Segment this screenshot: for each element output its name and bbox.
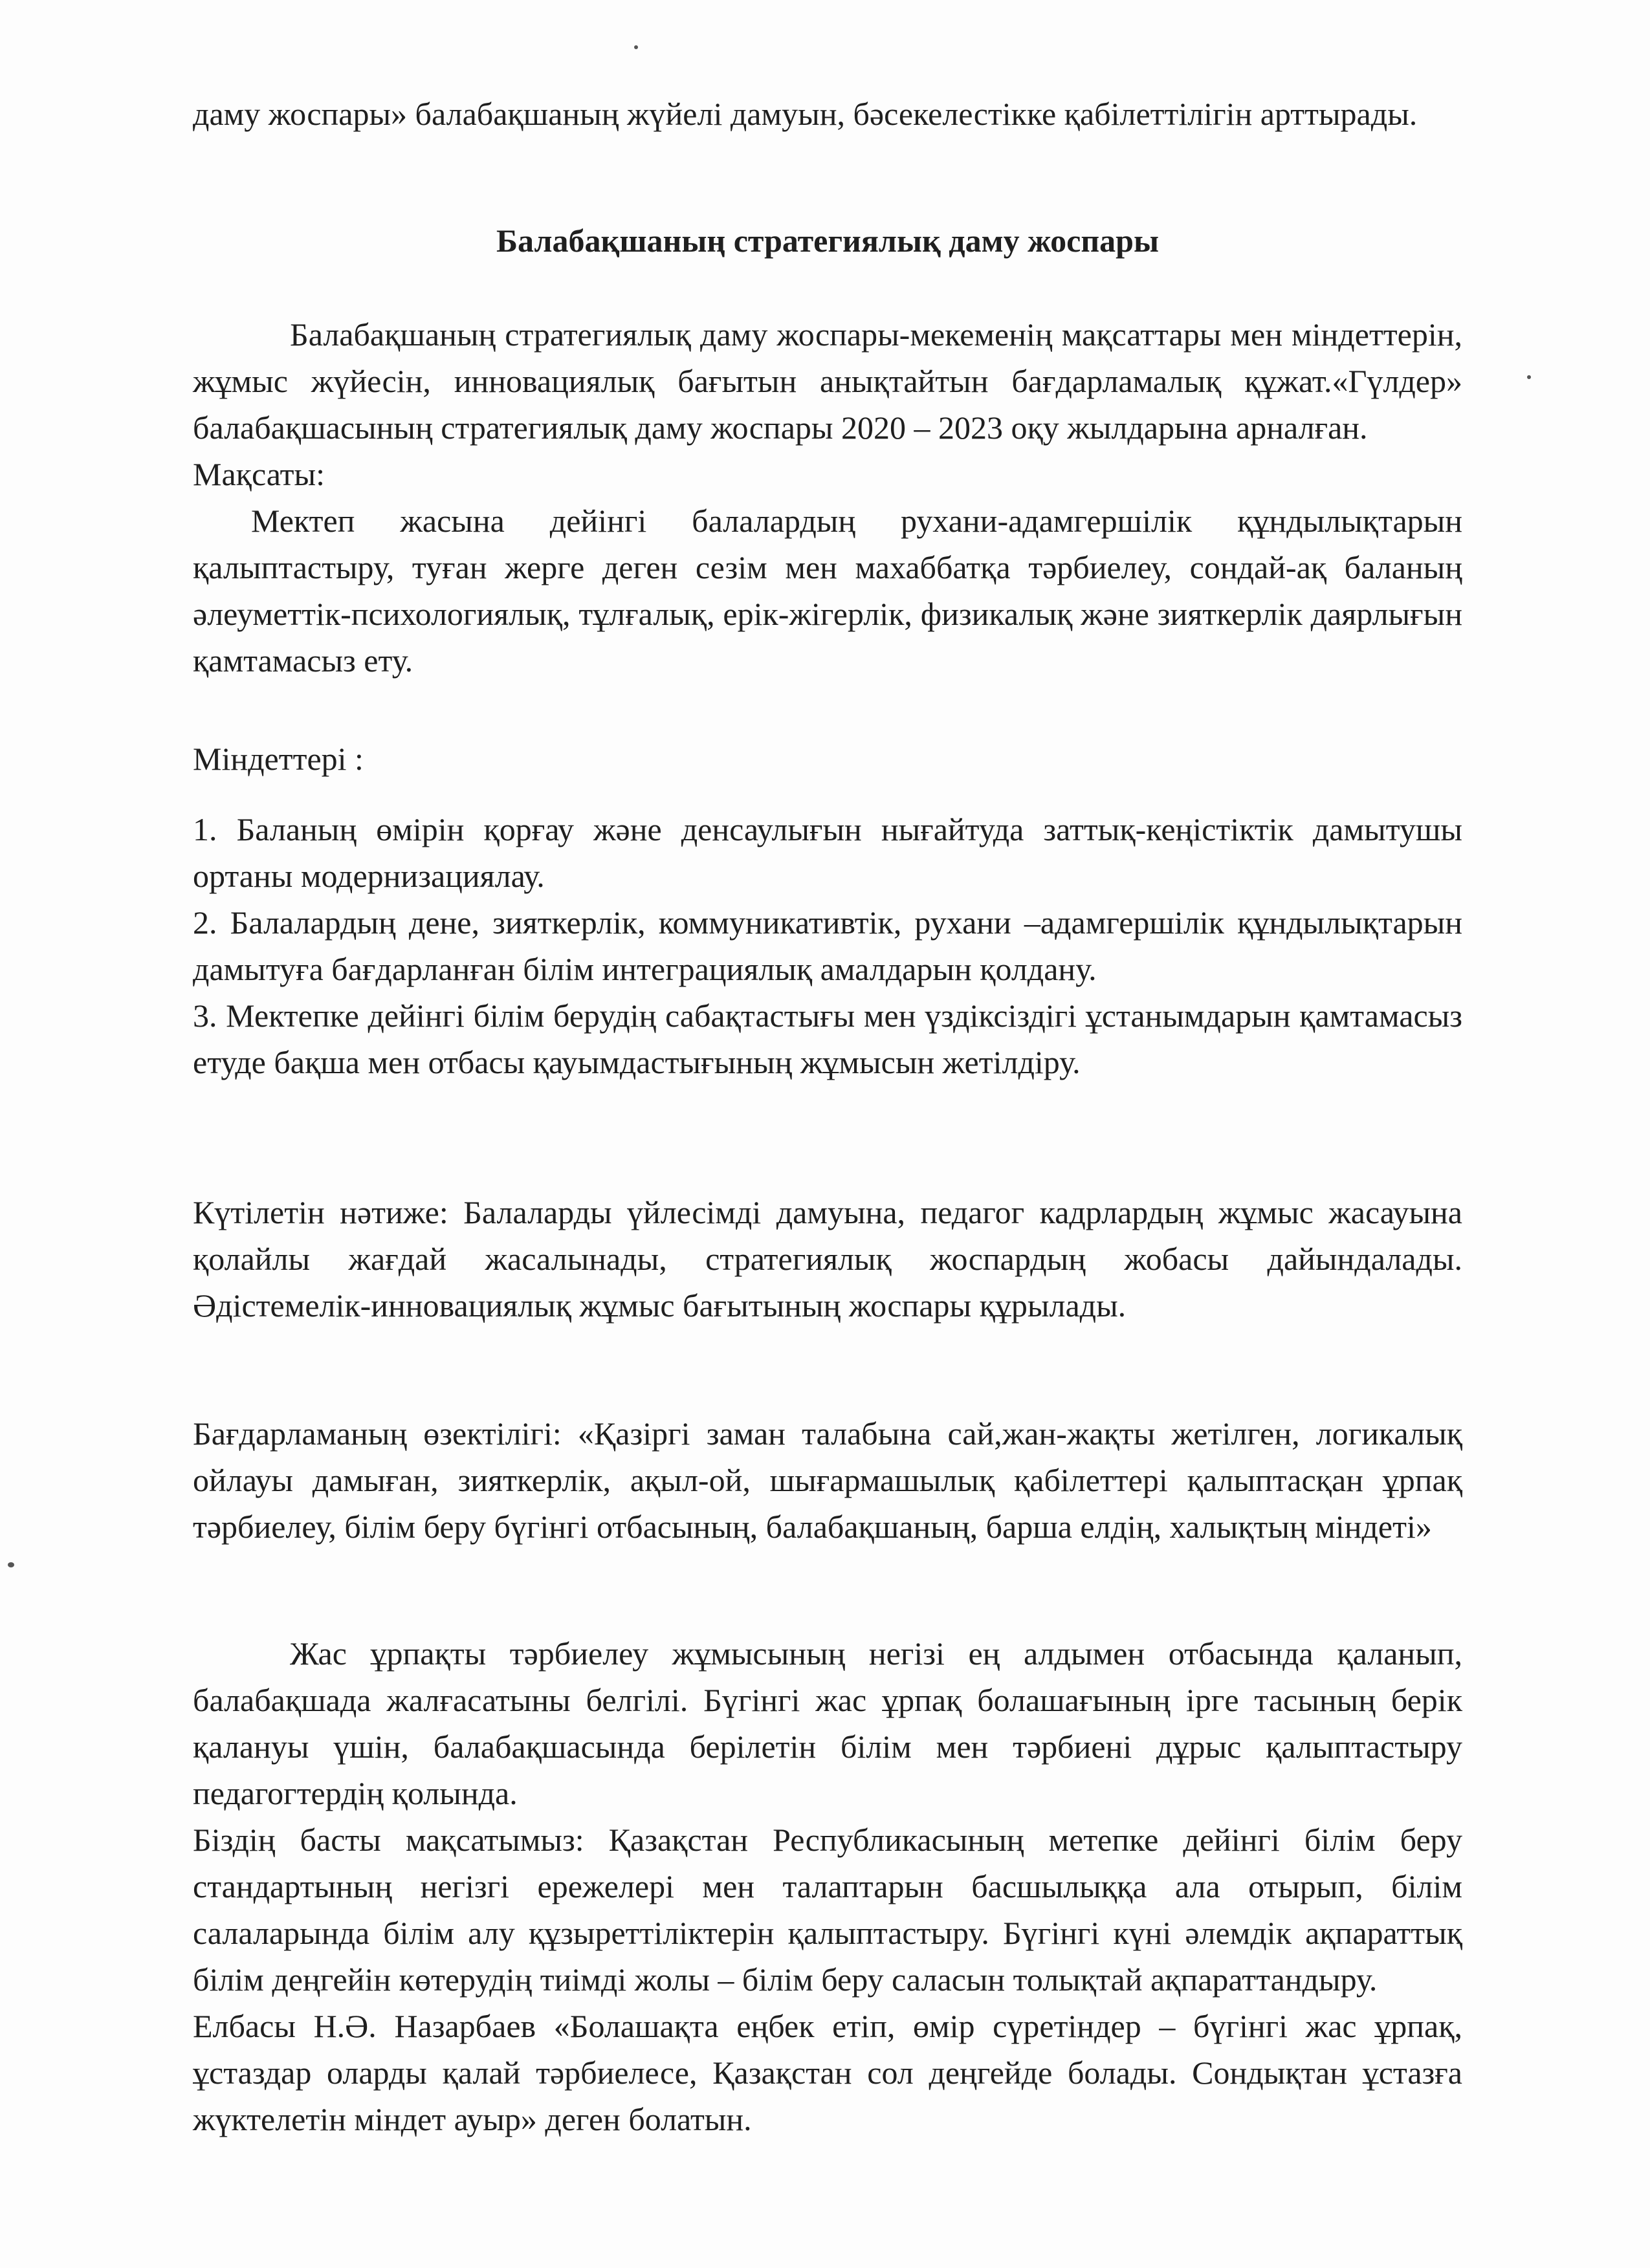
scan-speck (8, 1562, 14, 1567)
main-goal-paragraph: Біздің басты мақсатымыз: Қазақстан Республикасының метепке дейінгі білім беру стандартының негізгі ережелері мен талаптарын басшылыққа ала отырып, білім салаларында білім алу құзыреттіліктерін қалыптастыру. Бүгінгі күні әлемдік ақпараттық білім деңгейін көтерудің тиімді жолы – білім беру саласын толықтай ақпараттандыру. (193, 1822, 1462, 1998)
goal-paragraph: Мектеп жасына дейінгі балалардың рухани-адамгершілік құндылықтарын қалыптастыру, туған жерге деген сезім мен махаббатқа тәрбиелеу, сондай-ақ баланың әлеуметтік-психологиялық, тұлғалық, ерік-жігерлік, физикалық және зияткерлік даярлығын қамтамасыз ету. (193, 503, 1462, 679)
closing-block (193, 1630, 1462, 2143)
document-heading: Балабақшаның стратегиялық даму жоспары (496, 223, 1160, 259)
quote-paragraph: Елбасы Н.Ә. Назарбаев «Болашақта еңбек етіп, өмір сүретіндер – бүгінгі жас ұрпақ, ұстаздар оларды қалай тәрбиелесе, Қазақстан сол деңгейде болады. Сондықтан ұстазға жүктелетін міндет ауыр» деген болатын. (193, 2008, 1462, 2137)
intro-text: даму жоспары» балабақшаның жүйелі дамуын, бәсекелестікке қабілеттілігін арттырады. (193, 96, 1418, 132)
tasks-label-block (193, 736, 1462, 782)
expected-result-paragraph: Күтілетін нәтиже: Балаларды үйлесімді дамуына, педагог кадрлардың жұмыс жасауына қолайлы жағдай жасалынады, стратегиялық жоспардың жобасы дайындалады. Әдістемелік-инновациялық жұмыс бағытының жоспары құрылады. (193, 1194, 1462, 1324)
relevance-paragraph: Бағдарламаның өзектілігі: «Қазіргі заман талабына сай,жан-жақты жетілген, логикалық ойлауы дамыған, зияткерлік, ақыл-ой, шығармашылық қабілеттері қалыптасқан ұрпақ тәрбиелеу, білім беру бүгінгі отбасының, балабақшаның, барша елдің, халықтың міндеті» (193, 1415, 1462, 1545)
definition-block (193, 311, 1462, 684)
scan-speck (634, 45, 638, 49)
expected-result-block (193, 1189, 1462, 1329)
scan-speck (1527, 375, 1531, 379)
relevance-block (193, 1410, 1462, 1550)
tasks-list (193, 806, 1462, 1085)
task-item-3: 3. Мектепке дейінгі білім берудің сабақтастығы мен үздіксіздігі ұстанымдарын қамтамасыз етуде бақша мен отбасы қауымдастығының жұмысын жетілдіру. (193, 998, 1462, 1080)
task-item-1: 1. Баланың өмірін қорғау және денсаулығын нығайтуда заттық-кеңістіктік дамытушы ортаны модернизациялау. (193, 811, 1462, 894)
intro-paragraph (193, 91, 1462, 137)
definition-paragraph: Балабақшаның стратегиялық даму жоспары-мекеменің мақсаттары мен міндеттерін, жұмыс жүйесін, инновациялық бағытын анықтайтын бағдарламалық құжат.«Гүлдер» балабақшасының стратегиялық даму жоспары 2020 – 2023 оқу жылдарына арналған. (193, 316, 1462, 446)
tasks-label: Міндеттері : (193, 741, 364, 777)
young-generation-paragraph: Жас ұрпақты тәрбиелеу жұмысының негізі ең алдымен отбасында қаланып, балабақшада жалғасатыны белгілі. Бүгінгі жас ұрпақ болашағының іргe тасының берік қалануы үшін, балабақшасында берілетін білім мен тәрбиені дұрыс қалыптастыру педагогтердің қолында. (193, 1635, 1462, 1811)
goal-label: Мақсаты: (193, 456, 325, 492)
task-item-2: 2. Балалардың дене, зияткерлік, коммуникативтік, рухани –адамгершілік құндылықтарын дамытуға бағдарланған білім интеграциялық амалдарын қолдану. (193, 904, 1462, 987)
